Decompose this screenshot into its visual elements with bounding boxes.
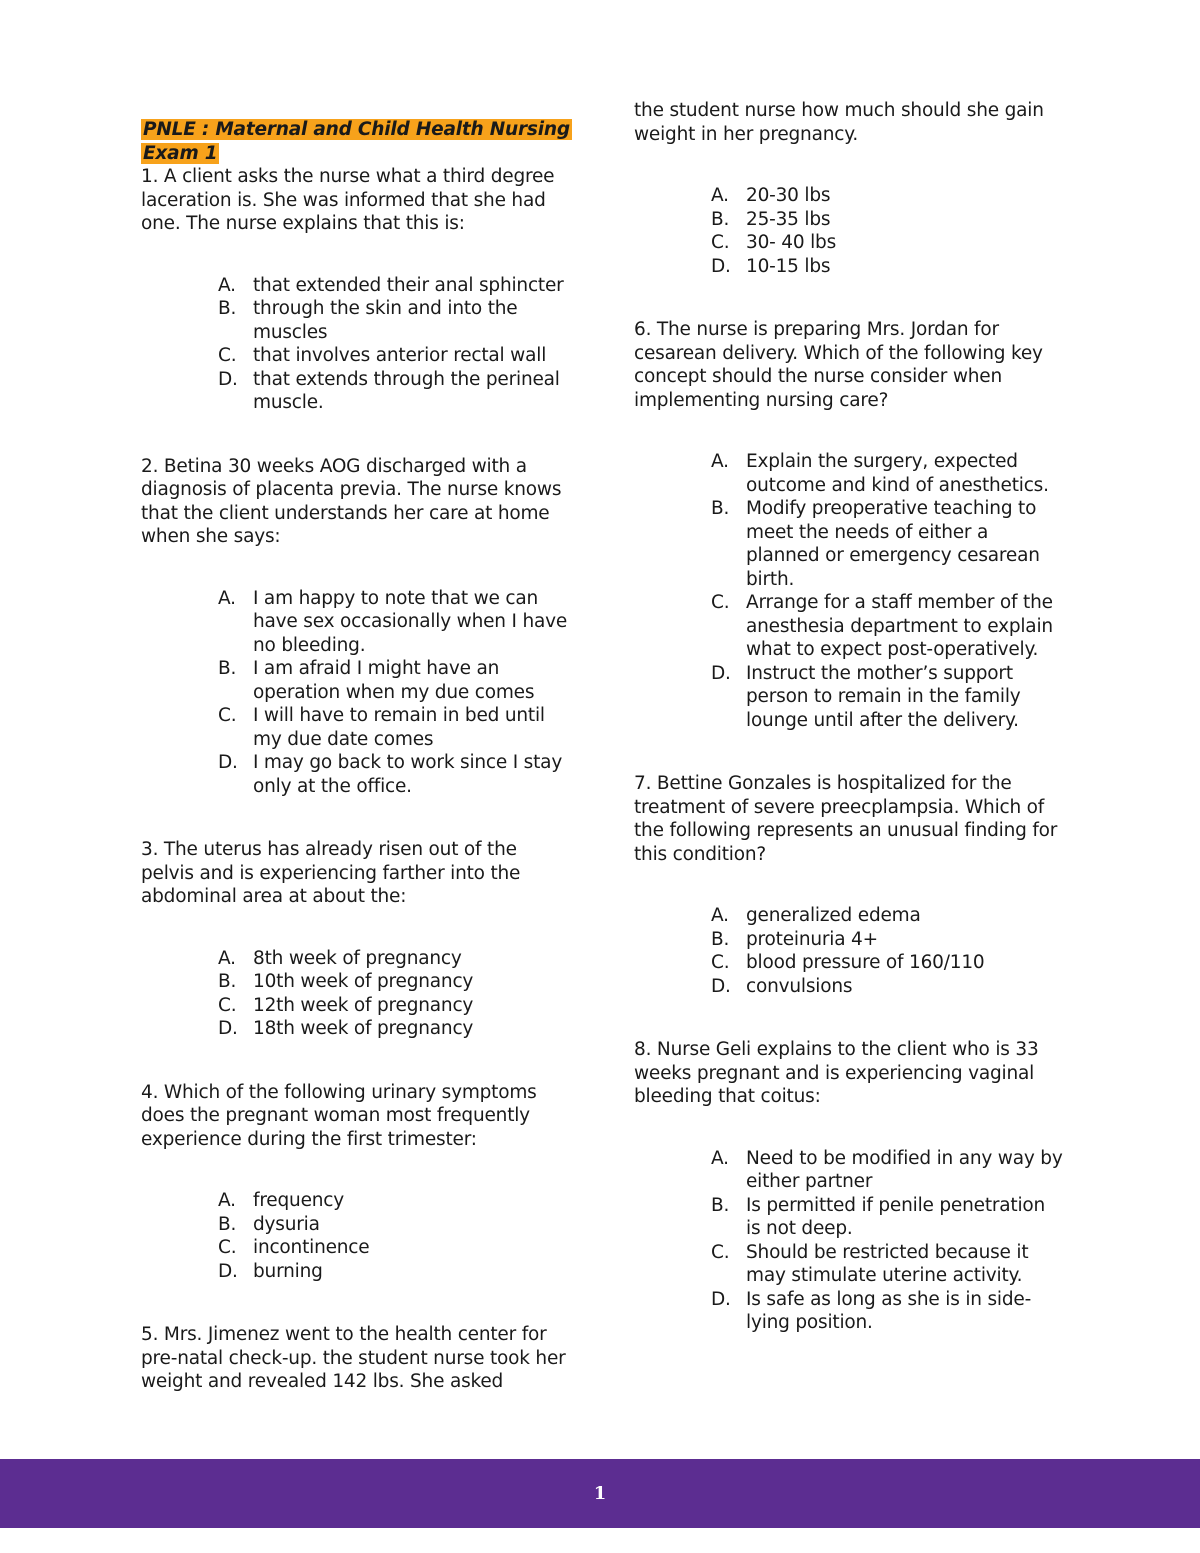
- option-text: that extended their anal sphincter: [253, 274, 564, 296]
- option-text: 30- 40 lbs: [746, 232, 837, 253]
- option-letter: D.: [218, 1260, 238, 1282]
- option-c: [141, 704, 573, 751]
- answer-options: [141, 587, 573, 799]
- option-text: dysuria: [253, 1213, 320, 1235]
- option-d: [141, 368, 573, 415]
- option-letter: D.: [711, 255, 731, 277]
- option-a: [141, 947, 573, 971]
- option-letter: C.: [711, 592, 730, 613]
- option-text: 20-30 lbs: [746, 185, 831, 206]
- answer-options: [141, 947, 573, 1041]
- question-text: 1. A client asks the nurse what a third degree laceration is. She was informed that she had one. The nurse explains that this is:: [141, 166, 555, 234]
- option-text: 10th week of pregnancy: [253, 971, 474, 992]
- option-text: 10-15 lbs: [746, 255, 831, 277]
- question-block-1: [141, 165, 573, 415]
- option-letter: A.: [711, 451, 729, 472]
- exam-title: [141, 118, 573, 165]
- option-text: incontinence: [253, 1237, 370, 1258]
- option-text: 8th week of pregnancy: [253, 947, 462, 969]
- option-text: 18th week of pregnancy: [253, 1018, 474, 1039]
- question-block-8: [634, 1038, 1064, 1335]
- option-d: [141, 751, 573, 798]
- option-b: [634, 928, 1064, 952]
- question-block-2: [141, 455, 573, 799]
- option-letter: C.: [711, 232, 730, 253]
- option-b: [634, 1194, 1064, 1241]
- option-text: Is permitted if penile penetration is not deep.: [746, 1194, 1046, 1239]
- option-text: through the skin and into the muscles: [253, 298, 518, 343]
- option-text: blood pressure of 160/110: [746, 952, 985, 973]
- option-letter: C.: [218, 705, 237, 726]
- exam-title-line1: PNLE : Maternal and Child Health Nursing: [143, 119, 570, 140]
- question-text: 3. The uterus has already risen out of the pelvis and is experiencing farther into the abdominal area at about the:: [141, 839, 521, 907]
- option-text: burning: [253, 1260, 323, 1282]
- option-b: [141, 297, 573, 344]
- option-a: [634, 904, 1064, 928]
- option-d: [634, 255, 1064, 279]
- option-letter: B.: [711, 928, 730, 950]
- option-letter: B.: [218, 658, 237, 679]
- question-block-5-continued: [634, 99, 1064, 278]
- option-letter: D.: [218, 752, 238, 773]
- question-text: 7. Bettine Gonzales is hospitalized for the treatment of severe preecplampsia. Which of the following represents an unusual finding for this condition?: [634, 773, 1058, 865]
- option-a: [634, 1147, 1064, 1194]
- page-footer: [0, 1459, 1200, 1528]
- option-c: [141, 344, 573, 368]
- option-text: Need to be modified in any way by either partner: [746, 1147, 1063, 1192]
- answer-options: [634, 450, 1064, 732]
- option-letter: C.: [218, 1237, 237, 1258]
- question-text: 2. Betina 30 weeks AOG discharged with a diagnosis of placenta previa. The nurse knows that the client understands her care at home when she says:: [141, 455, 562, 547]
- option-c: [634, 231, 1064, 255]
- right-column: [634, 99, 1064, 1375]
- option-letter: A.: [218, 947, 236, 969]
- answer-options: [634, 904, 1064, 998]
- option-letter: A.: [711, 905, 729, 926]
- option-a: [141, 1189, 573, 1213]
- option-b: [141, 970, 573, 994]
- option-text: Modify preoperative teaching to meet the needs of either a planned or emergency cesarean birth.: [746, 498, 1040, 590]
- option-b: [634, 497, 1064, 591]
- option-text: that involves anterior rectal wall: [253, 345, 547, 366]
- option-letter: D.: [711, 1288, 731, 1310]
- option-d: [634, 662, 1064, 733]
- option-letter: B.: [711, 1194, 730, 1216]
- question-text: 8. Nurse Geli explains to the client who is 33 weeks pregnant and is experiencing vaginal bleeding that coitus:: [634, 1039, 1039, 1107]
- option-letter: B.: [711, 498, 730, 519]
- option-c: [141, 1236, 573, 1260]
- option-b: [634, 208, 1064, 232]
- option-letter: A.: [711, 185, 729, 206]
- option-letter: D.: [711, 975, 731, 997]
- option-letter: D.: [218, 1018, 238, 1039]
- option-d: [141, 1017, 573, 1041]
- answer-options: [141, 1189, 573, 1283]
- option-letter: B.: [711, 208, 730, 230]
- option-text: I am happy to note that we can have sex occasionally when I have no bleeding.: [253, 587, 568, 656]
- option-d: [634, 975, 1064, 999]
- option-c: [634, 951, 1064, 975]
- page-number: 1: [593, 1483, 607, 1504]
- option-letter: C.: [711, 952, 730, 973]
- option-text: Instruct the mother’s support person to remain in the family lounge until after the delivery.: [746, 662, 1021, 731]
- option-a: [634, 184, 1064, 208]
- option-d: [634, 1288, 1064, 1335]
- option-b: [141, 657, 573, 704]
- exam-title-line2: Exam 1: [143, 142, 218, 164]
- option-c: [634, 1241, 1064, 1288]
- question-text: 6. The nurse is preparing Mrs. Jordan for cesarean delivery. Which of the following key concept should the nurse consider when implementing nursing care?: [634, 319, 1043, 411]
- answer-options: [634, 1147, 1064, 1335]
- option-letter: C.: [218, 345, 237, 366]
- option-text: I am afraid I might have an operation when my due comes: [253, 658, 535, 703]
- option-b: [141, 1213, 573, 1237]
- option-text: I may go back to work since I stay only at the office.: [253, 752, 563, 797]
- option-text: Should be restricted because it may stimulate uterine activity.: [746, 1241, 1029, 1286]
- option-text: 12th week of pregnancy: [253, 994, 474, 1016]
- option-letter: B.: [218, 298, 237, 319]
- option-text: that extends through the perineal muscle.: [253, 368, 560, 413]
- option-a: [141, 274, 573, 298]
- question-block-6: [634, 318, 1064, 732]
- option-text: I will have to remain in bed until my due date comes: [253, 705, 545, 750]
- option-a: [634, 450, 1064, 497]
- option-letter: C.: [711, 1241, 730, 1263]
- option-text: Is safe as long as she is in side-lying position.: [746, 1288, 1032, 1333]
- option-letter: A.: [218, 274, 236, 296]
- option-c: [634, 591, 1064, 662]
- left-column: [141, 118, 573, 1434]
- question-text: 5. Mrs. Jimenez went to the health center for pre-natal check-up. the student nurse took her weight and revealed 142 lbs. She asked: [141, 1324, 566, 1392]
- option-letter: A.: [711, 1147, 729, 1169]
- option-text: convulsions: [746, 975, 853, 997]
- option-letter: D.: [218, 368, 238, 390]
- option-c: [141, 994, 573, 1018]
- question-block-5-start: [141, 1323, 573, 1394]
- question-block-4: [141, 1081, 573, 1284]
- question-text: 4. Which of the following urinary symptoms does the pregnant woman most frequently experience during the first trimester:: [141, 1081, 537, 1150]
- option-letter: A.: [218, 1190, 236, 1211]
- question-text: the student nurse how much should she gain weight in her pregnancy.: [634, 100, 1044, 145]
- question-block-3: [141, 838, 573, 1041]
- option-text: generalized edema: [746, 905, 921, 926]
- option-letter: C.: [218, 994, 237, 1016]
- answer-options: [634, 184, 1064, 278]
- answer-options: [141, 274, 573, 415]
- option-letter: D.: [711, 662, 731, 684]
- option-text: frequency: [253, 1190, 344, 1211]
- option-text: 25-35 lbs: [746, 208, 831, 230]
- option-text: Explain the surgery, expected outcome and kind of anesthetics.: [746, 451, 1049, 496]
- option-letter: A.: [218, 587, 236, 609]
- option-letter: B.: [218, 971, 237, 992]
- question-block-7: [634, 772, 1064, 998]
- option-letter: B.: [218, 1213, 237, 1235]
- option-a: [141, 587, 573, 658]
- option-text: proteinuria 4+: [746, 928, 878, 950]
- option-d: [141, 1260, 573, 1284]
- option-text: Arrange for a staff member of the anesthesia department to explain what to expect post-operatively.: [746, 592, 1053, 660]
